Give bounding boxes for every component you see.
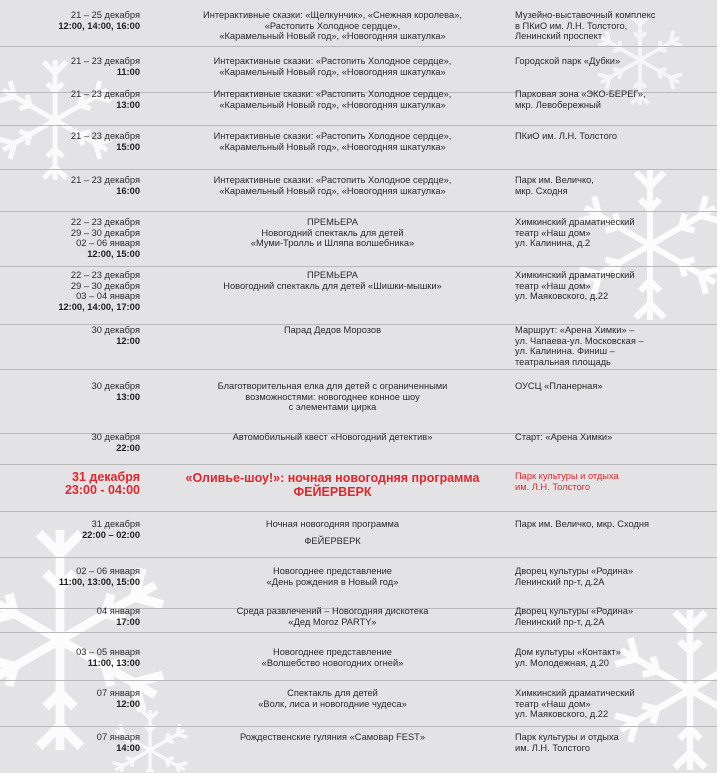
event-line: с элементами цирка	[288, 402, 377, 413]
date-text: 29 – 30 декабря	[70, 280, 140, 291]
venue-line: Маршрут: «Арена Химки» –	[515, 325, 635, 335]
venue-line: Дворец культуры «Родина»	[515, 606, 634, 616]
event-venue	[515, 432, 690, 443]
venue-line: Музейно-выставочный комплекс	[515, 10, 656, 20]
event-line: ПРЕМЬЕРА	[307, 217, 358, 227]
event-title	[170, 381, 495, 413]
schedule-row	[0, 265, 717, 325]
event-line: Спектакль для детей	[287, 688, 378, 698]
event-date	[20, 688, 140, 709]
schedule-row	[0, 126, 717, 170]
event-line: Среда развлечений – Новогодняя дискотека	[236, 606, 429, 616]
event-line: Рождественские гуляния «Самовар FEST»	[239, 732, 426, 742]
event-date	[20, 131, 140, 152]
venue-line: мкр. Левобережный	[515, 99, 601, 110]
venue-line: театр «Наш дом»	[515, 698, 591, 709]
time-text: 23:00 - 04:00	[64, 483, 140, 497]
event-venue	[515, 325, 690, 367]
event-date	[20, 325, 140, 346]
event-line: Новогодний спектакль для детей «Шишки-мышки»	[223, 280, 442, 291]
date-text: 07 января	[96, 688, 140, 698]
venue-line: Дом культуры «Контакт»	[515, 647, 621, 657]
time-text: 12:00	[116, 698, 140, 709]
event-line: «Оливье-шоу!»: ночная новогодняя программа	[185, 471, 480, 485]
event-line: Новогоднее представление	[273, 647, 392, 657]
date-text: 21 – 23 декабря	[70, 56, 140, 66]
schedule-row	[0, 642, 717, 681]
event-title	[170, 471, 495, 499]
schedule-row	[0, 466, 717, 512]
schedule-row	[0, 212, 717, 267]
event-venue	[515, 89, 690, 110]
date-text: 22 – 23 декабря	[70, 270, 140, 280]
event-date	[20, 175, 140, 196]
date-text: 21 – 23 декабря	[70, 175, 140, 185]
event-venue	[515, 131, 690, 142]
schedule-row	[0, 376, 717, 434]
date-text: 31 декабря	[72, 470, 140, 484]
time-text: 12:00, 14:00, 17:00	[58, 301, 140, 312]
date-text: 21 – 23 декабря	[70, 89, 140, 99]
event-date	[20, 381, 140, 402]
venue-line: Парк им. Величко, мкр. Сходня	[515, 519, 650, 529]
event-title	[170, 688, 495, 709]
event-date	[20, 566, 140, 587]
time-text: 12:00	[116, 335, 140, 346]
venue-line: театральная площадь	[515, 356, 611, 367]
time-text: 22:00 – 02:00	[82, 529, 140, 540]
date-text: 03 – 05 января	[76, 647, 140, 657]
event-date	[20, 732, 140, 753]
event-line: ПРЕМЬЕРА	[307, 270, 358, 280]
date-text: 30 декабря	[91, 325, 140, 335]
event-date	[20, 89, 140, 110]
time-text: 16:00	[116, 185, 140, 196]
event-line: Новогодний спектакль для детей	[261, 227, 404, 238]
venue-line: мкр. Сходня	[515, 185, 568, 196]
venue-line: ул. Чапаева-ул. Московская –	[515, 335, 644, 346]
venue-line: ул. Маяковского, д.22	[515, 291, 609, 302]
event-line: «Волк, лиса и новогодние чудеса»	[258, 698, 407, 709]
time-text: 13:00	[116, 99, 140, 110]
event-venue	[515, 519, 690, 530]
event-venue	[515, 381, 690, 392]
schedule-row	[0, 84, 717, 126]
schedule-row	[0, 727, 717, 773]
event-line: «Растопить Холодное сердце»,	[264, 20, 401, 31]
event-title	[170, 432, 495, 443]
venue-line: Химкинский драматический	[515, 270, 635, 280]
event-title	[170, 217, 495, 249]
venue-line: Дворец культуры «Родина»	[515, 566, 634, 576]
event-date	[20, 217, 140, 259]
event-title	[170, 10, 495, 42]
event-title	[170, 89, 495, 110]
event-line: возможностями: новогоднее конное шоу	[245, 391, 420, 402]
event-line: Интерактивные сказки: «Растопить Холодное сердце»,	[213, 175, 452, 185]
schedule-row	[0, 514, 717, 558]
venue-line: ОУСЦ «Планерная»	[515, 381, 603, 391]
venue-line: Парк культуры и отдыха	[515, 732, 619, 742]
event-title	[170, 56, 495, 77]
time-text: 22:00	[116, 442, 140, 453]
time-text: 12:00, 14:00, 16:00	[58, 20, 140, 31]
venue-line: Парк культуры и отдыха	[515, 471, 619, 481]
event-line: «Карамельный Новый год», «Новогодняя шкатулка»	[219, 141, 446, 152]
date-text: 22 – 23 декабря	[70, 217, 140, 227]
venue-line: Городской парк «Дубки»	[515, 56, 621, 66]
schedule-row	[0, 683, 717, 727]
venue-line: Ленинский пр-т, д.2А	[515, 616, 605, 627]
date-text: 31 декабря	[91, 519, 140, 529]
venue-line: ул. Калинина, д.2	[515, 238, 591, 249]
event-line: Ночная новогодняя программа	[265, 519, 400, 529]
event-line: ФЕЙЕРВЕРК	[304, 535, 361, 546]
event-title	[170, 519, 495, 546]
time-text: 17:00	[116, 616, 140, 627]
venue-line: им. Л.Н. Толстого	[515, 481, 590, 492]
date-text: 30 декабря	[91, 381, 140, 391]
event-line: Интерактивные сказки: «Растопить Холодное сердце»,	[213, 131, 452, 141]
event-date	[20, 10, 140, 31]
venue-line: Парк им. Величко,	[515, 175, 594, 185]
event-date	[20, 270, 140, 312]
event-line: «День рождения в Новый год»	[266, 576, 399, 587]
venue-line: ул. Калинина. Финиш –	[515, 346, 615, 357]
venue-line: Парковая зона «ЭКО-БЕРЕГ»,	[515, 89, 646, 99]
event-line: Парад Дедов Морозов	[283, 325, 382, 335]
event-title	[170, 566, 495, 587]
event-venue	[515, 56, 690, 67]
event-title	[170, 732, 495, 743]
event-line: Интерактивные сказки: «Щелкунчик», «Снежная королева»,	[203, 10, 462, 20]
event-venue	[515, 270, 690, 302]
schedule-row	[0, 427, 717, 465]
time-text: 11:00, 13:00, 15:00	[58, 576, 140, 587]
event-venue	[515, 10, 690, 42]
event-venue	[515, 606, 690, 627]
event-line: «Карамельный Новый год», «Новогодняя шкатулка»	[219, 185, 446, 196]
event-date	[20, 606, 140, 627]
event-title	[170, 647, 495, 668]
event-venue	[515, 688, 690, 720]
date-text: 02 – 06 января	[76, 238, 140, 249]
date-text: 02 – 06 января	[76, 566, 140, 576]
venue-line: им. Л.Н. Толстого	[515, 742, 590, 753]
event-title	[170, 606, 495, 627]
event-line: «Дед Moroz PARTY»	[288, 616, 377, 627]
time-text: 11:00, 13:00	[87, 657, 140, 668]
date-text: 30 декабря	[91, 432, 140, 442]
event-date	[20, 56, 140, 77]
date-text: 04 января	[96, 606, 140, 616]
event-venue	[515, 217, 690, 249]
time-text: 15:00	[116, 141, 140, 152]
venue-line: Ленинский пр-т, д.2А	[515, 576, 605, 587]
venue-line: Химкинский драматический	[515, 688, 635, 698]
event-line: Интерактивные сказки: «Растопить Холодное сердце»,	[213, 56, 452, 66]
event-line: «Волшебство новогодних огней»	[261, 657, 404, 668]
date-text: 21 – 25 декабря	[70, 10, 140, 20]
schedule-row	[0, 601, 717, 633]
time-text: 14:00	[116, 742, 140, 753]
event-title	[170, 175, 495, 196]
time-text: 13:00	[116, 391, 140, 402]
schedule-row	[0, 320, 717, 370]
venue-line: Старт: «Арена Химки»	[515, 432, 613, 442]
schedule-row	[0, 170, 717, 212]
date-text: 29 – 30 декабря	[70, 227, 140, 238]
event-line: «Карамельный Новый год», «Новогодняя шкатулка»	[219, 99, 446, 110]
time-text: 11:00	[116, 66, 140, 77]
event-date	[20, 432, 140, 453]
event-date	[20, 471, 140, 497]
venue-line: Ленинский проспект	[515, 31, 603, 42]
venue-line: в ПКиО им. Л.Н. Толстого,	[515, 20, 628, 31]
event-line: ФЕЙЕРВЕРК	[293, 485, 372, 499]
venue-line: Химкинский драматический	[515, 217, 635, 227]
venue-line: ПКиО им. Л.Н. Толстого	[515, 131, 618, 141]
venue-line: ул. Маяковского, д.22	[515, 709, 609, 720]
event-line: Новогоднее представление	[273, 566, 392, 576]
event-title	[170, 325, 495, 336]
event-venue	[515, 175, 690, 196]
venue-line: театр «Наш дом»	[515, 280, 591, 291]
event-line: Благотворительная елка для детей с ограниченными	[217, 381, 448, 391]
event-title	[170, 270, 495, 291]
event-venue	[515, 566, 690, 587]
event-date	[20, 519, 140, 540]
event-date	[20, 647, 140, 668]
event-line: Автомобильный квест «Новогодний детектив»	[232, 432, 433, 442]
event-title	[170, 131, 495, 152]
venue-line: театр «Наш дом»	[515, 227, 591, 238]
date-text: 21 – 23 декабря	[70, 131, 140, 141]
venue-line: ул. Молодежная, д.20	[515, 657, 609, 668]
time-text: 12:00, 15:00	[87, 248, 140, 259]
date-text: 07 января	[96, 732, 140, 742]
event-line: «Муми-Тролль и Шляпа волшебника»	[250, 238, 415, 249]
event-venue	[515, 471, 690, 492]
date-text: 03 – 04 января	[76, 291, 140, 302]
event-line: Интерактивные сказки: «Растопить Холодное сердце»,	[213, 89, 452, 99]
event-line: «Карамельный Новый год», «Новогодняя шкатулка»	[219, 66, 446, 77]
event-venue	[515, 647, 690, 668]
event-line: «Карамельный Новый год», «Новогодняя шкатулка»	[219, 31, 446, 42]
schedule-row	[0, 5, 717, 47]
event-venue	[515, 732, 690, 753]
